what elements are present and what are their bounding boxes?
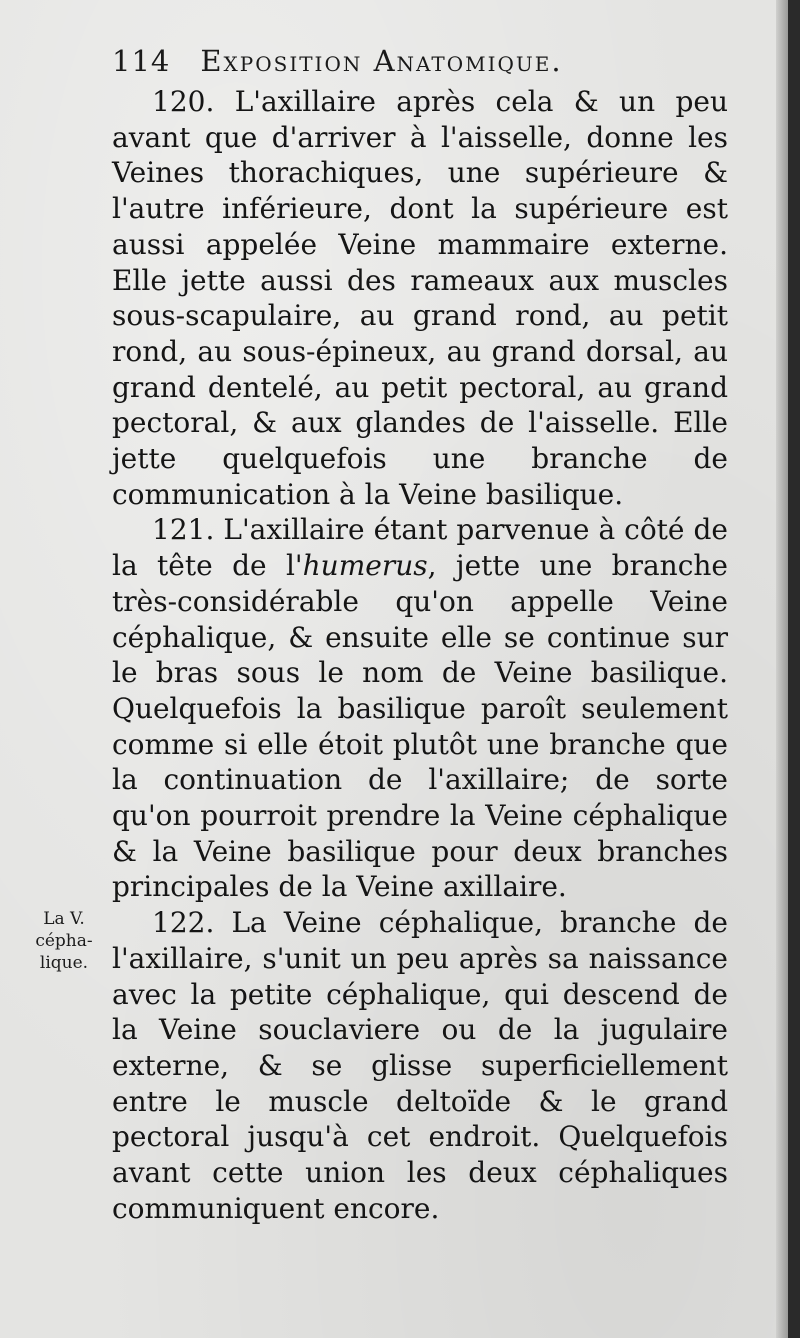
margin-note [18,908,110,974]
paragraph-text: , jette une branche très-considérable qu'on appelle Veine céphalique, & ensuite elle se continue sur le bras sous le nom de Veine basilique. Quelquefois la basilique paroît seulement comme si elle étoit plutôt une branche que la continuation de l'axillaire; de sorte qu'on pourroit prendre la Veine céphalique & la Veine basilique pour deux branches principales de la Veine axillaire. [112,549,729,904]
running-head [112,44,732,78]
paragraph-122 [112,905,728,1226]
paragraph-number: 120. [152,85,215,118]
margin-note-line: La V. [43,909,85,929]
body-text [112,84,728,1227]
paragraph-text: L'axillaire étant parvenue à côté de la tête de l' [112,513,729,583]
italic-term: humerus [302,549,428,583]
paragraph-text: La Veine céphalique, branche de l'axillaire, s'unit un peu après sa naissance avec la petite céphalique, qui descend de la Veine souclaviere ou de la jugulaire externe, & se glisse superficiellement entre le muscle deltoïde & le grand pectoral jusqu'à cet endroit. Quelquefois avant cette union les deux céphaliques communiquent encore. [112,906,728,1225]
running-title: Exposition Anatomique. [200,44,563,78]
paragraph-number: 122. [152,906,215,940]
paragraph-number: 121. [152,513,215,547]
paragraph-120 [112,84,728,512]
margin-note-line: lique. [39,953,89,973]
page-number: 114 [112,44,171,78]
margin-note-line: cépha- [35,931,93,951]
page-edge [776,0,788,1338]
paragraph-text: L'axillaire après cela & un peu avant que d'arriver à l'aisselle, donne les Veines thorachiques, une supérieure & l'autre inférieure, dont la supérieure est aussi appelée Veine mammaire externe. Elle jette aussi des rameaux aux muscles sous-scapulaire, au grand rond, au petit rond, au sous-épineux, au grand dorsal, au grand dentelé, au petit pectoral, au grand pectoral, & aux glandes de l'aisselle. Elle jette quelquefois une branche de communication à la Veine basilique. [112,85,728,511]
paragraph-121 [112,512,728,905]
